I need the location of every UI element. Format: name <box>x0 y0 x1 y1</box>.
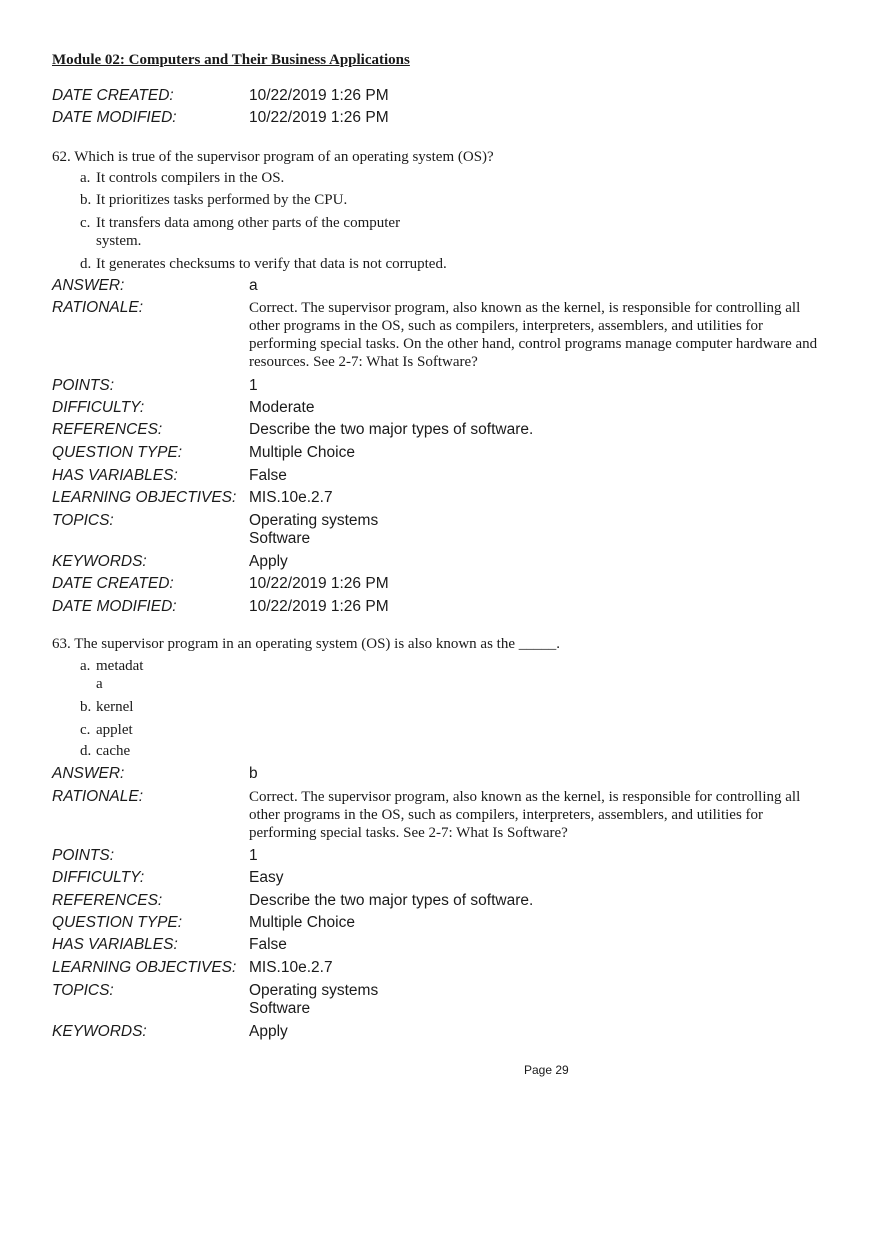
q62-topic-2: Software <box>249 530 311 547</box>
q63-topic-1: Operating systems <box>249 982 379 999</box>
module-title: Module 02: Computers and Their Business Applications <box>52 52 410 68</box>
q63-rationale: Correct. The supervisor program, also known as the kernel, is responsible for controlling all other programs in the OS, such as compilers, interpreters, assemblers, and utilities for performing special tasks. See 2-7: What Is Software? <box>249 789 801 841</box>
page-number: Page 29 <box>524 1063 569 1077</box>
q63-choice-d: d. cache <box>80 743 131 759</box>
q62-choice-c: c. It transfers data among other parts of the computer system. <box>80 215 401 249</box>
q63-choice-a: a. metadat a <box>80 658 144 692</box>
date-modified-value: 10/22/2019 1:26 PM <box>249 109 389 126</box>
date-created-value: 10/22/2019 1:26 PM <box>249 87 389 104</box>
q63-choice-b: b. kernel <box>80 699 134 715</box>
q63-topic-2: Software <box>249 1000 311 1017</box>
q63-answer: b <box>249 765 258 782</box>
date-created-label: DATE CREATED: <box>52 87 174 104</box>
q62-choice-d: d. It generates checksums to verify that data is not corrupted. <box>80 256 447 272</box>
q63-question: 63. The supervisor program in an operating system (OS) is also known as the _____. <box>52 636 560 652</box>
q62-topic-1: Operating systems <box>249 512 379 529</box>
date-modified-label: DATE MODIFIED: <box>52 109 177 126</box>
q62-choice-b: b. It prioritizes tasks performed by the CPU. <box>80 192 348 208</box>
q62-question: 62. Which is true of the supervisor program of an operating system (OS)? <box>52 149 494 165</box>
q62-choice-a: a. It controls compilers in the OS. <box>80 170 285 186</box>
q62-answer: a <box>249 277 258 294</box>
q62-rationale: Correct. The supervisor program, also known as the kernel, is responsible for controlling all other programs in the OS, such as compilers, interpreters, assemblers, and utilities for performing special tasks. On the other hand, control programs manage computer hardware and resources. See 2-7: What Is Software? <box>249 300 818 370</box>
q63-choice-c: c. applet <box>80 722 133 738</box>
